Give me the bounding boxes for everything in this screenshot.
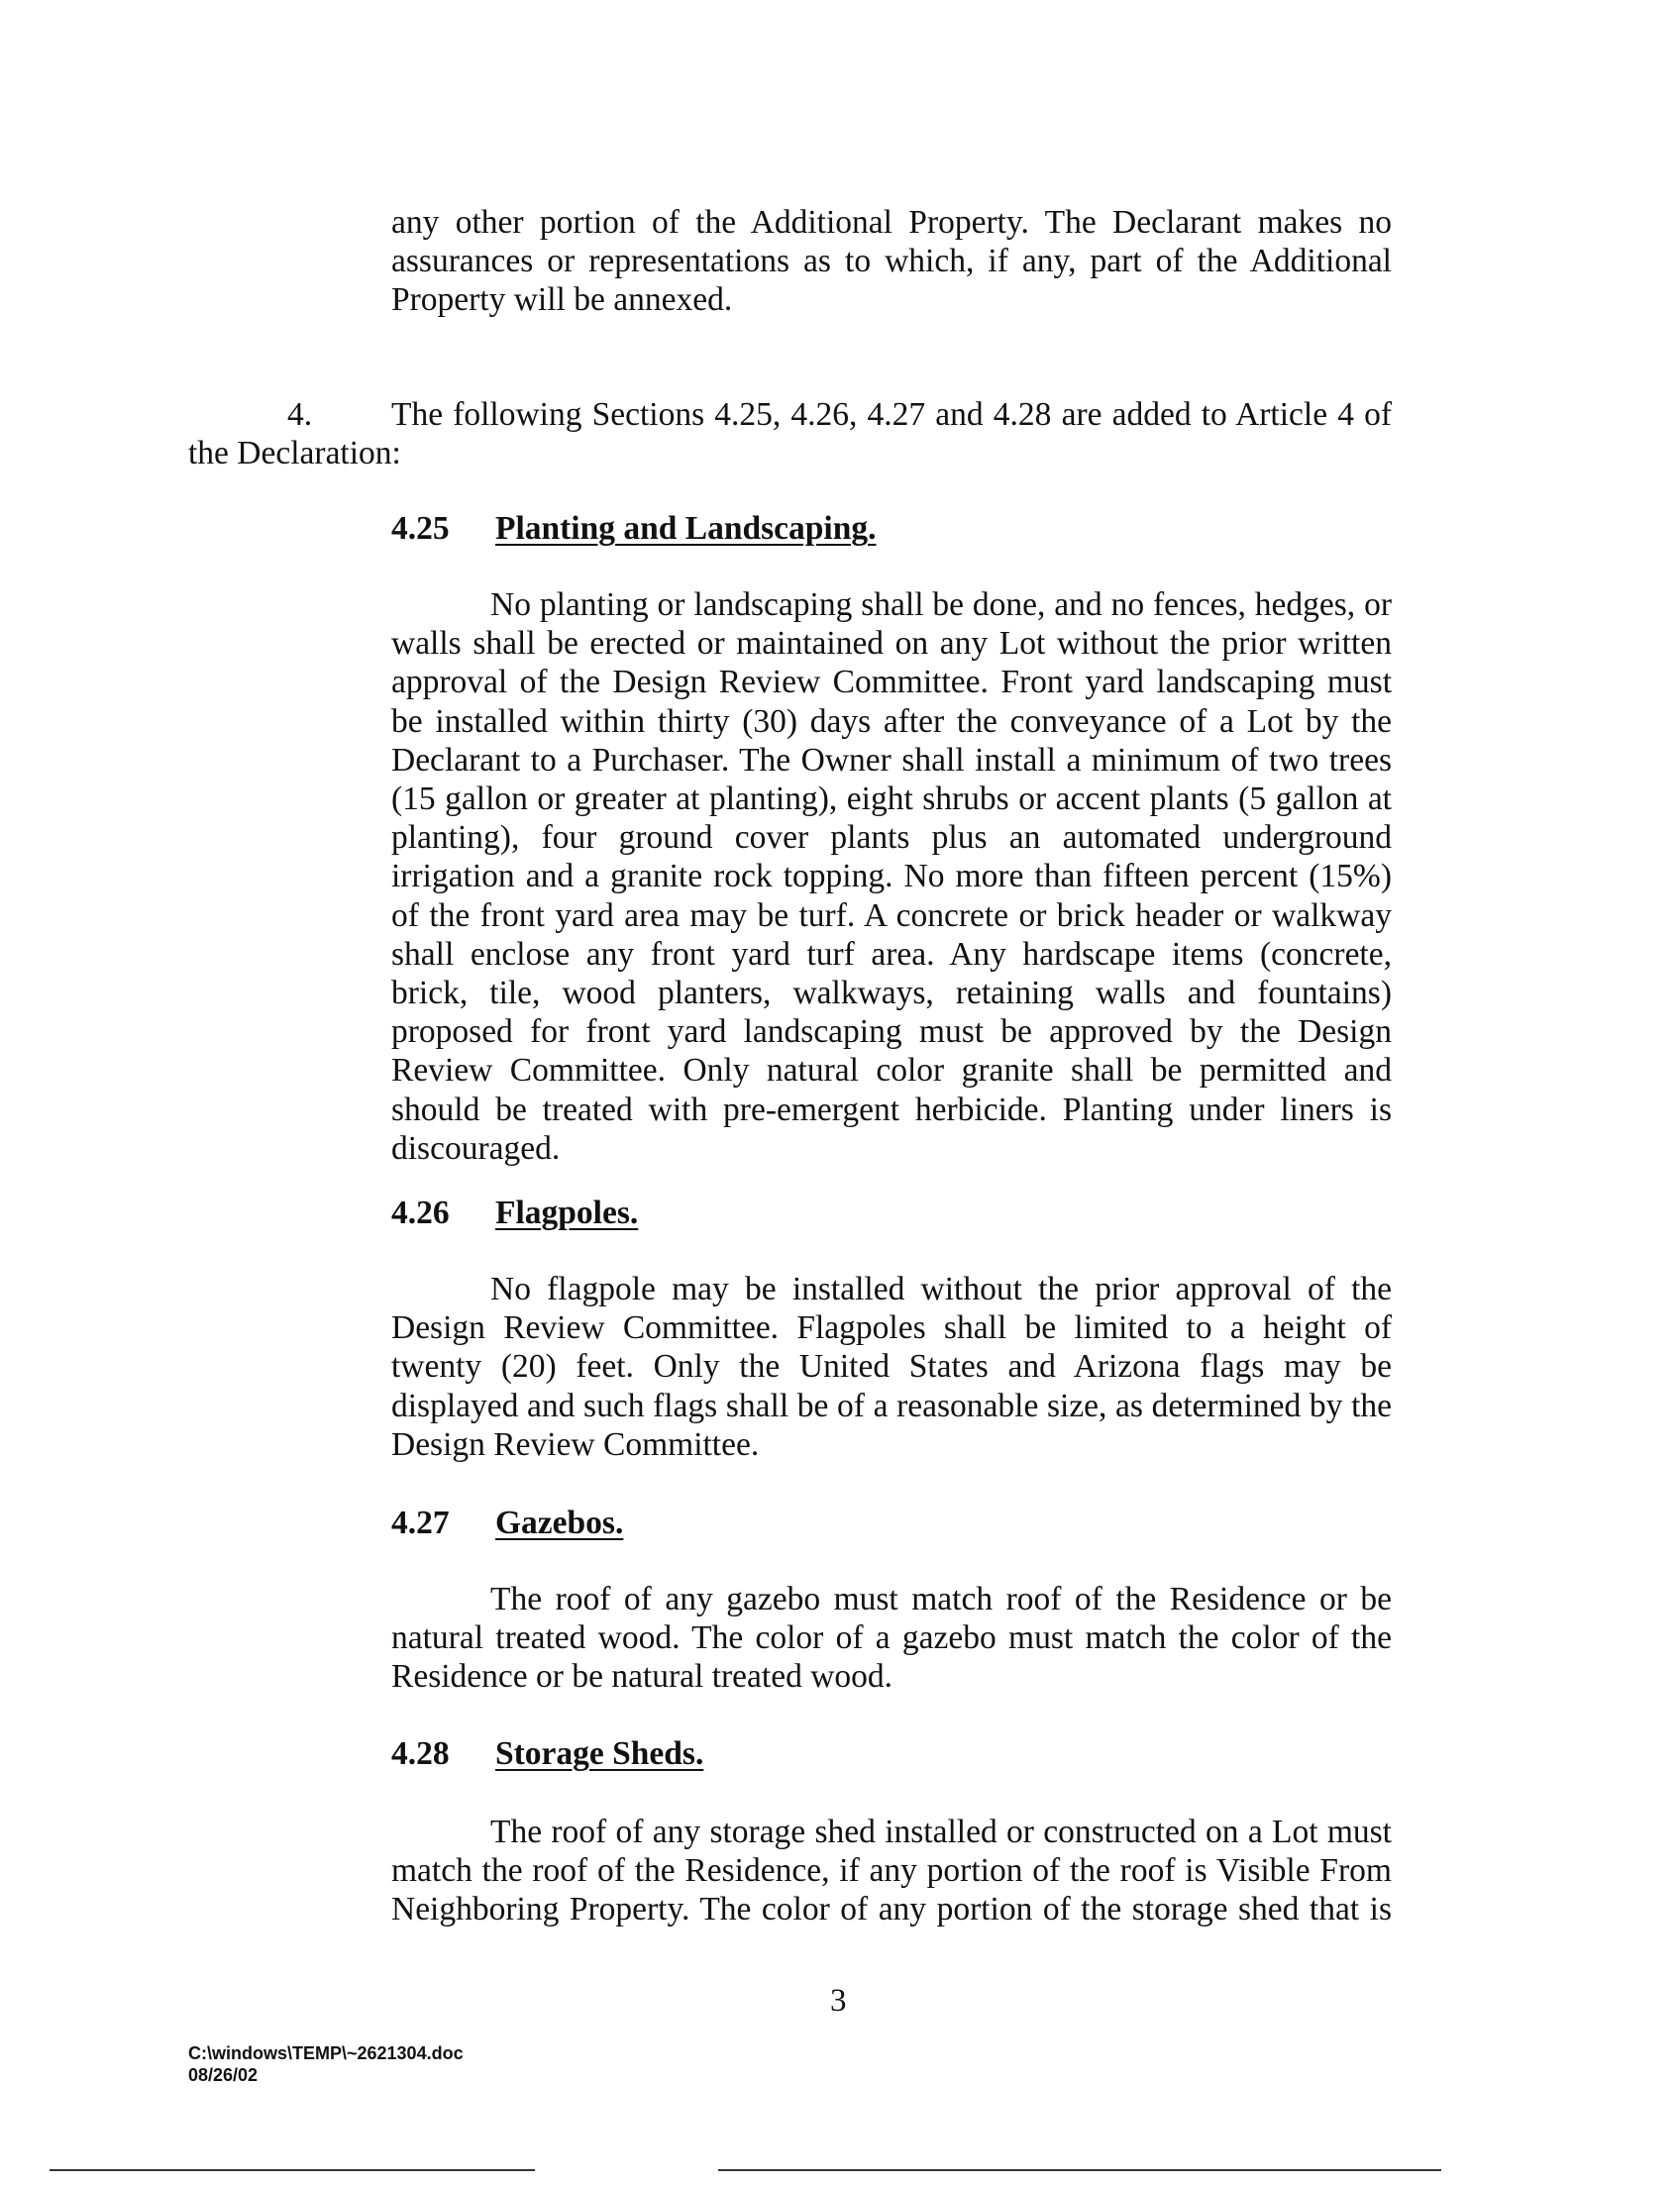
page-number: 3 (830, 1983, 847, 2019)
section-4-25-heading (391, 509, 876, 549)
footer-file-info (188, 2042, 464, 2086)
section-4-26-body: No flagpole may be installed without the prior approval of the Design Review Committee. Flagpoles shall be limited to a height of twenty (20) feet. Only the United States and Arizona flags may be displayed and such flags shall be of a reasonable size, as determined by the Design Review Committee. (391, 1271, 1392, 1463)
section-4-25-body: No planting or landscaping shall be done, and no fences, hedges, or walls shall be erected or maintained on any Lot without the prior written approval of the Design Review Committee. Front yard landscaping must be installed within thirty (30) days after the conveyance of a Lot by the Declarant to a Purchaser. The Owner shall install a minimum of two trees (15 gallon or greater at planting), eight shrubs or accent plants (5 gallon at planting), four ground cover plants plus an automated underground irrigation and a granite rock topping. No more than fifteen percent (15%) of the front yard area may be turf. A concrete or brick header or walkway shall enclose any front yard turf area. Any hardscape items (concrete, brick, tile, wood planters, walkways, retaining walls and fountains) proposed for front yard landscaping must be approved by the Design Review Committee. Only natural color granite shall be permitted and should be treated with pre-emergent herbicide. Planting under liners is discouraged. (391, 586, 1392, 1167)
item-4-number: 4. (287, 396, 313, 433)
section-4-28-heading (391, 1734, 703, 1774)
section-4-26-number: 4.26 (391, 1195, 450, 1231)
footer-date: 08/26/02 (188, 2065, 259, 2085)
continuation-paragraph: any other portion of the Additional Property. The Declarant makes no assurances or representations as to which, if any, part of the Additional Property will be annexed. (391, 204, 1392, 319)
section-4-27-title: Gazebos. (495, 1505, 624, 1541)
scan-line-left (50, 2169, 535, 2171)
section-4-25-number: 4.25 (391, 510, 450, 547)
section-4-28-title: Storage Sheds. (495, 1735, 704, 1772)
item-4-paragraph (188, 395, 1392, 472)
section-4-26-title: Flagpoles. (495, 1195, 639, 1231)
scan-line-right (718, 2169, 1441, 2171)
section-4-28-number: 4.28 (391, 1735, 450, 1772)
section-4-27-number: 4.27 (391, 1505, 450, 1541)
section-4-28-body: The roof of any storage shed installed or constructed on a Lot must match the roof of the Residence, if any portion of the roof is Visible From Neighboring Property. The color of any portion of the storage shed that is (391, 1814, 1392, 1928)
section-4-26-heading (391, 1194, 638, 1233)
section-4-27-body: The roof of any gazebo must match roof of the Residence or be natural treated wood. The color of a gazebo must match the color of the Residence or be natural treated wood. (391, 1581, 1392, 1696)
item-4-text: The following Sections 4.25, 4.26, 4.27 and 4.28 are added to Article 4 of the Declaration: (188, 396, 1392, 472)
section-4-27-heading (391, 1504, 623, 1543)
footer-path: C:\windows\TEMP\~2621304.doc (188, 2043, 464, 2063)
section-4-25-title: Planting and Landscaping. (495, 510, 877, 547)
